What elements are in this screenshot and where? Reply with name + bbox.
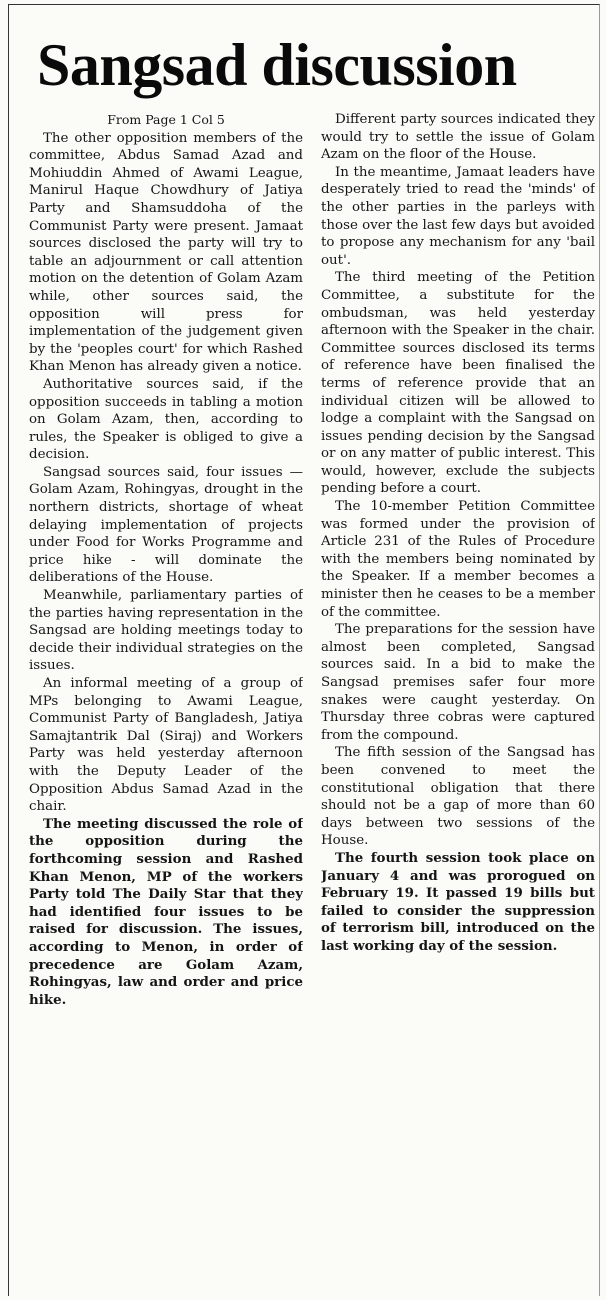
- paragraph: The other opposition members of the committee, Abdus Samad Azad and Mohiuddin Ahmed of Awami League, Manirul Haque Chowdhury of Jatiya Party and Shamsuddoha of the Communist Party were present. Jamaat sources disclosed the party will try to table an adjournment or call attention motion on the detention of Golam Azam while, other sources said, the opposition will press for implementation of the judgement given by the 'peoples court' for which Rashed Khan Menon has already given a notice.: [29, 130, 303, 375]
- paragraph: In the meantime, Jamaat leaders have desperately tried to read the 'minds' of the other parties in the parleys with those over the last few days but avoided to propose any mechanism for any 'bail out'.: [321, 164, 595, 268]
- dateline: From Page 1 Col 5: [107, 112, 225, 127]
- column-right: [321, 111, 595, 1291]
- paragraph: Meanwhile, parliamentary parties of the parties having representation in the Sangsad are holding meetings today to decide their individual strategies on the issues.: [29, 588, 303, 674]
- paragraph: The meeting discussed the role of the opposition during the forthcoming session and Rashed Khan Menon, MP of the workers Party told The Daily Star that they had identified four issues to be raised for discussion. The issues, according to Menon, in order of precedence are Golam Azam, Rohingyas, law and order and price hike.: [29, 815, 303, 1008]
- paragraph: The third meeting of the Petition Committee, a substitute for the ombudsman, was held yesterday afternoon with the Speaker in the chair. Committee sources disclosed its terms of reference have been finalised the terms of reference provide that an individual citizen will be allowed to lodge a complaint with the Sangsad on issues pending decision by the Sangsad or on any matter of public interest. This would, however, exclude the subjects pending before a court.: [321, 270, 595, 497]
- headline: Sangsad discussion: [37, 32, 517, 98]
- paragraph: The preparations for the session have almost been completed, Sangsad sources said. In a bid to make the Sangsad premises safer four more snakes were caught yesterday. On Thursday three cobras were captured from the compound.: [321, 622, 595, 743]
- paragraph: The fifth session of the Sangsad has been convened to meet the constitutional obligation that there should not be a gap of more than 60 days between two sessions of the House.: [321, 745, 595, 849]
- paragraph: Different party sources indicated they would try to settle the issue of Golam Azam on the floor of the House.: [321, 112, 595, 163]
- article-body: [29, 111, 595, 1291]
- paragraph: The 10-member Petition Committee was formed under the provision of Article 231 of the Rules of Procedure with the members being nominated by the Speaker. If a member becomes a minister then he ceases to be a member of the committee.: [321, 499, 595, 620]
- column-left: [29, 111, 303, 1291]
- news-clipping: [8, 4, 600, 1296]
- paragraph: Authoritative sources said, if the opposition succeeds in tabling a motion on Golam Azam, then, according to rules, the Speaker is obliged to give a decision.: [29, 376, 303, 463]
- paragraph: Sangsad sources said, four issues — Golam Azam, Rohingyas, drought in the northern districts, shortage of wheat delaying implementation of projects under Food for Works Programme and price hike - will dominate the deliberations of the House.: [29, 464, 303, 586]
- paragraph: The fourth session took place on January 4 and was prorogued on February 19. It passed 19 bills but failed to consider the suppression of terrorism bill, introduced on the last working day of the session.: [321, 849, 595, 954]
- paragraph: An informal meeting of a group of MPs belonging to Awami League, Communist Party of Bangladesh, Jatiya Samajtantrik Dal (Siraj) and Workers Party was held yesterday afternoon with the Deputy Leader of the Opposition Abdus Samad Azad in the chair.: [29, 676, 303, 815]
